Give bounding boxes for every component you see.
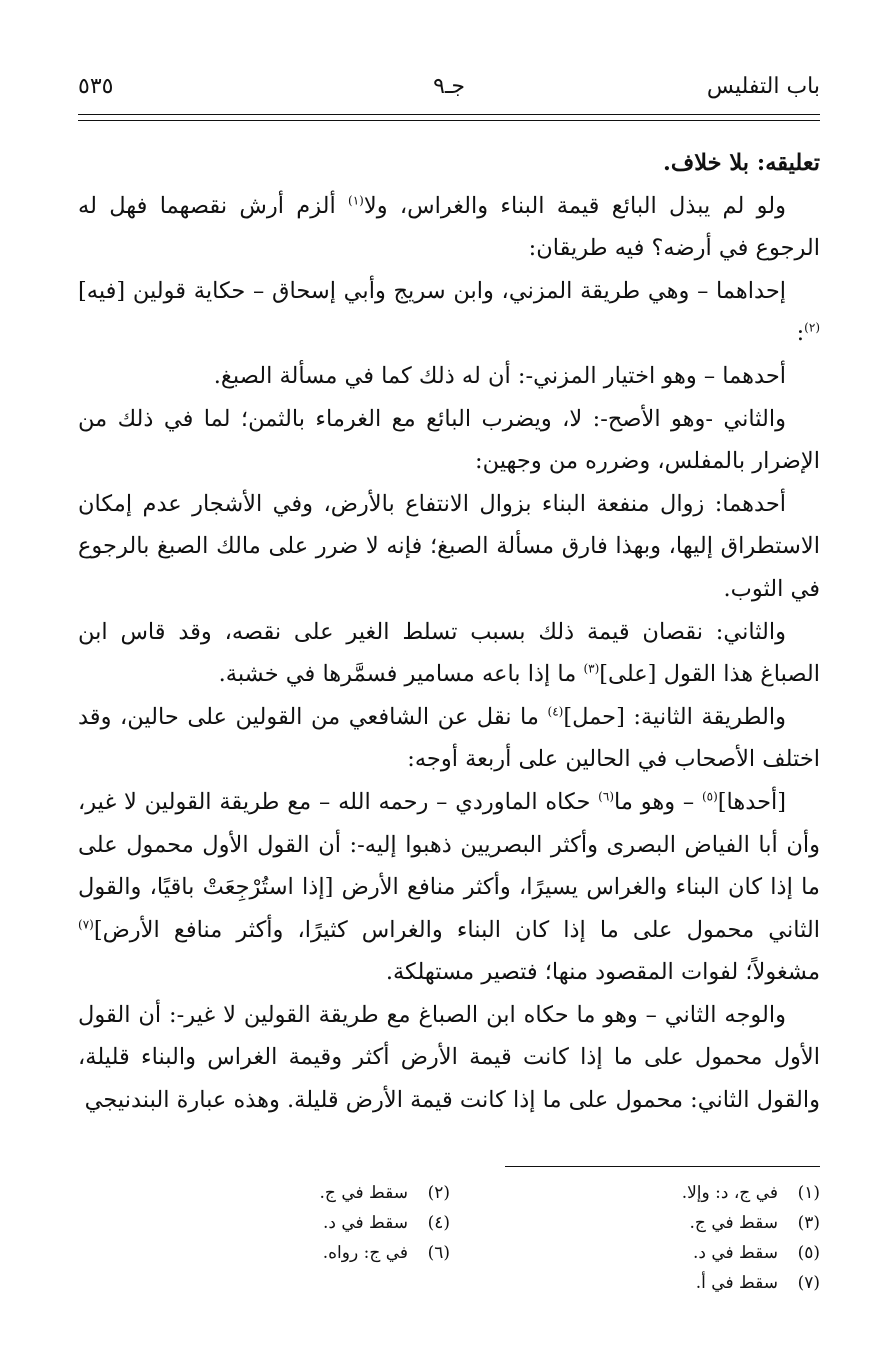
footnote-text: في ج: رواه. [322,1243,408,1263]
footnote-number: (١) [797,1183,820,1203]
footnote-ref: (٥) [701,789,718,804]
paragraph [78,781,820,994]
paragraph [78,611,820,696]
footnote-ref: (١) [348,193,364,208]
paragraph-text: [أحدها] [717,788,787,815]
paragraph-text: ولو لم يبذل البائع قيمة البناء والغراس، ولا [363,192,786,219]
footnote [110,1208,450,1238]
footnote [480,1208,820,1238]
paragraph: أحدهما: زوال منفعة البناء بزوال الانتفاع بالأرض، وفي الأشجار عدم إمكان الاستطراق إليها، وبهذا فارق مسألة الصبغ؛ فإنه لا ضرر على مالك الصبغ بالرجوع في الثوب. [78,490,820,602]
paragraph-text: ألزم أرش نقصهما فهل له الرجوع في أرضه؟ فيه طريقان: [78,192,820,262]
paragraph-text: بلا خلاف. [663,150,757,176]
footnote-number: (٥) [797,1243,820,1263]
footnote-column-left [110,1178,450,1268]
footnote-text: سقط في أ. [695,1273,778,1293]
footnote-separator [505,1166,820,1167]
paragraph [78,142,820,185]
footnote [480,1238,820,1268]
footnote-ref: (٣) [583,661,600,676]
paragraph [78,696,820,781]
footnote [110,1238,450,1268]
footnote-ref: (٤) [547,704,564,719]
footnote-ref: (٢) [804,320,820,335]
footnote-text: في ج، د: وإلا. [681,1183,778,1203]
volume-label: جـ٩ [433,74,465,99]
footnote-ref: (٦) [598,789,614,804]
paragraph: أحدهما – وهو اختيار المزني-: أن له ذلك كما في مسألة الصبغ. [213,362,786,389]
running-header [78,72,820,112]
footnote-text: سقط في ج. [689,1213,778,1233]
paragraph-text: حكاه الماوردي – رحمه الله – مع طريقة القولين لا غير، وأن أبا الفياض البصرى وأكثر البصريين ذهبوا إليه-: أن القول الأول محمول على ما إذا كان البناء والغراس يسيرًا، وأكثر منافع الأرض [إذا استُرْجِعَتْ باقيًا، والقول الثاني محمول على ما إذا كان البناء والغراس كثيرًا، وأكثر منافع الأرض] [78,788,820,943]
paragraph-text: والثاني: نقصان قيمة ذلك بسبب تسلط الغير على نقصه، وقد قاس ابن الصباغ هذا القول [على] [78,618,820,688]
footnote-text: سقط في ج. [319,1183,408,1203]
header-rule-thin [78,120,820,121]
header-rule-thick [78,114,820,115]
paragraph-text: والطريقة الثانية: [حمل] [563,703,786,730]
paragraph: والوجه الثاني – وهو ما حكاه ابن الصباغ مع طريقة القولين لا غير-: أن القول الأول محمول على ما إذا كانت قيمة الأرض أكثر وقيمة الغراس والبناء قليلة، والقول الثاني: محمول على ما إذا كانت قيمة الأرض قليلة. وهذه عبارة البندنيجي [78,1001,820,1114]
footnote-ref: (٧) [78,917,94,932]
paragraph-lead: تعليقه: [756,150,820,176]
footnote-number: (٢) [427,1183,450,1203]
paragraph [78,185,820,270]
paragraph: والثاني -وهو الأصح-: لا، ويضرب البائع مع الغرماء بالثمن؛ لما في ذلك من الإضرار بالمفلس، وضرره من وجهين: [78,405,820,475]
footnote-number: (٧) [797,1273,820,1293]
paragraph-text: ما نقل عن الشافعي من القولين على حالين، وقد اختلف الأصحاب في الحالين على أربعة أوجه: [78,703,820,773]
footnote [110,1178,450,1208]
footnote-column-right [480,1178,820,1298]
footnote-number: (٣) [797,1213,820,1233]
paragraph-text: – وهو ما [614,788,702,815]
main-text [78,142,820,1122]
footnote-text: سقط في د. [692,1243,778,1263]
footnote-number: (٦) [427,1243,450,1263]
paragraph-text: إحداهما – وهي طريقة المزني، وابن سريج وأبي إسحاق – حكاية قولين [فيه] [78,277,786,304]
chapter-title: باب التفليس [706,74,820,99]
paragraph [78,270,820,355]
paragraph-text: مشغولاً؛ لفوات المقصود منها؛ فتصير مستهلكة. [385,959,820,986]
paragraph-text: ما إذا باعه مسامير فسمَّرها في خشبة. [218,661,584,688]
footnote-number: (٤) [427,1213,450,1233]
footnote [480,1178,820,1208]
footnote [480,1268,820,1298]
paragraph-text: : [796,320,805,347]
footnote-text: سقط في د. [322,1213,408,1233]
page-number: ٥٣٥ [78,74,114,99]
